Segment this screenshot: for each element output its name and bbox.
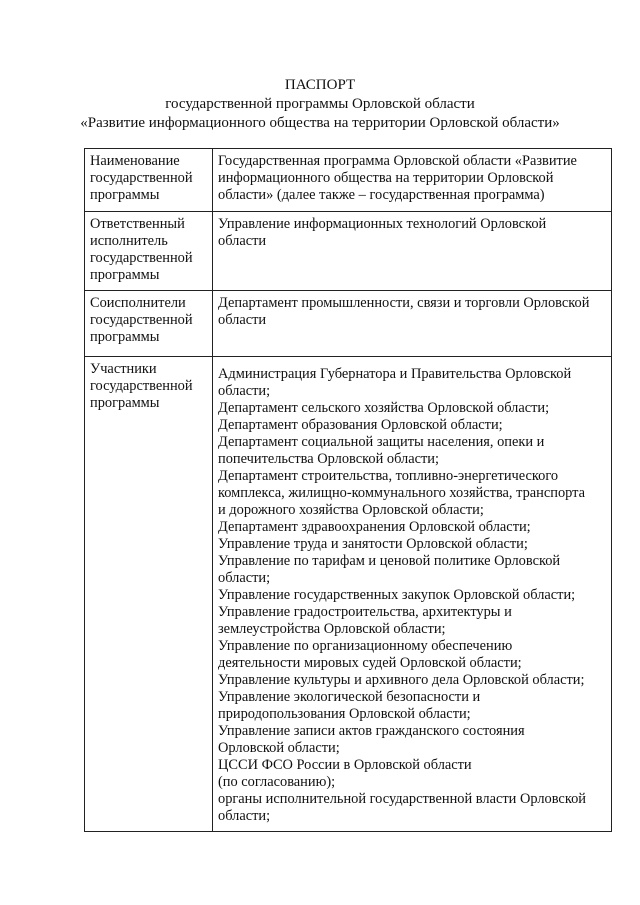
value-line: Орловской области; <box>218 740 340 756</box>
label-line: государственной <box>90 250 193 266</box>
value-line: Департамент здравоохранения Орловской области; <box>218 519 531 535</box>
value-line: Управление по организационному обеспечению <box>218 638 513 654</box>
value-line: области» (далее также – государственная программа) <box>218 187 545 203</box>
row-label-program-name <box>85 149 213 212</box>
value-line: природопользования Орловской области; <box>218 706 471 722</box>
label-line: программы <box>90 395 160 411</box>
value-line: органы исполнительной государственной власти Орловской <box>218 791 586 807</box>
row-label-co-executors <box>85 291 213 357</box>
label-line: программы <box>90 187 160 203</box>
document-subtitle-line-2: «Развитие информационного общества на территории Орловской области» <box>80 115 560 131</box>
value-line: информационного общества на территории Орловской <box>218 170 554 186</box>
value-line: и дорожного хозяйства Орловской области; <box>218 502 484 518</box>
label-line: государственной <box>90 312 193 328</box>
label-line: Ответственный <box>90 216 185 232</box>
value-line: Департамент образования Орловской области; <box>218 417 503 433</box>
table-row <box>85 357 612 832</box>
value-line: Департамент социальной защиты населения, опеки и <box>218 434 545 450</box>
value-line: области; <box>218 570 271 586</box>
row-label-participants <box>85 357 213 832</box>
value-line: Государственная программа Орловской области «Развитие <box>218 153 577 169</box>
label-line: государственной <box>90 170 193 186</box>
document-title: ПАСПОРТ <box>284 77 356 93</box>
value-line: землеустройства Орловской области; <box>218 621 446 637</box>
label-line: исполнитель <box>90 233 168 249</box>
table-row <box>85 149 612 212</box>
value-line: Управление труда и занятости Орловской области; <box>218 536 528 552</box>
passport-table <box>84 148 612 832</box>
value-line: (по согласованию); <box>218 774 336 790</box>
value-line: Департамент строительства, топливно-энергетического <box>218 468 559 484</box>
value-line: попечительства Орловской области; <box>218 451 439 467</box>
value-line: комплекса, жилищно-коммунального хозяйства, транспорта <box>218 485 586 501</box>
value-line: Администрация Губернатора и Правительства Орловской <box>218 366 572 382</box>
value-line: области; <box>218 383 271 399</box>
value-line: области; <box>218 808 271 824</box>
table-row <box>85 212 612 291</box>
value-line: Управление государственных закупок Орловской области; <box>218 587 576 603</box>
label-line: Наименование <box>90 153 180 169</box>
value-line: Управление экологической безопасности и <box>218 689 481 705</box>
value-line: области <box>218 312 267 328</box>
row-value-program-name <box>213 149 612 212</box>
document-header <box>0 76 640 133</box>
label-line: государственной <box>90 378 193 394</box>
value-line: Департамент сельского хозяйства Орловской области; <box>218 400 550 416</box>
value-line: Управление информационных технологий Орловской <box>218 216 547 232</box>
value-line: Управление записи актов гражданского состояния <box>218 723 525 739</box>
row-value-co-executors <box>213 291 612 357</box>
row-label-responsible-executor <box>85 212 213 291</box>
value-line: Управление градостроительства, архитектуры и <box>218 604 512 620</box>
document-subtitle-line-1: государственной программы Орловской области <box>165 96 475 112</box>
row-value-responsible-executor <box>213 212 612 291</box>
label-line: программы <box>90 267 160 283</box>
row-value-participants <box>213 357 612 832</box>
value-line: области <box>218 233 267 249</box>
label-line: Участники <box>90 361 157 377</box>
value-line: Управление культуры и архивного дела Орловской области; <box>218 672 585 688</box>
table-row <box>85 291 612 357</box>
value-line: Департамент промышленности, связи и торговли Орловской <box>218 295 590 311</box>
label-line: Соисполнители <box>90 295 186 311</box>
value-line: ЦССИ ФСО России в Орловской области <box>218 757 472 773</box>
label-line: программы <box>90 329 160 345</box>
value-line: Управление по тарифам и ценовой политике Орловской <box>218 553 561 569</box>
value-line: деятельности мировых судей Орловской области; <box>218 655 522 671</box>
